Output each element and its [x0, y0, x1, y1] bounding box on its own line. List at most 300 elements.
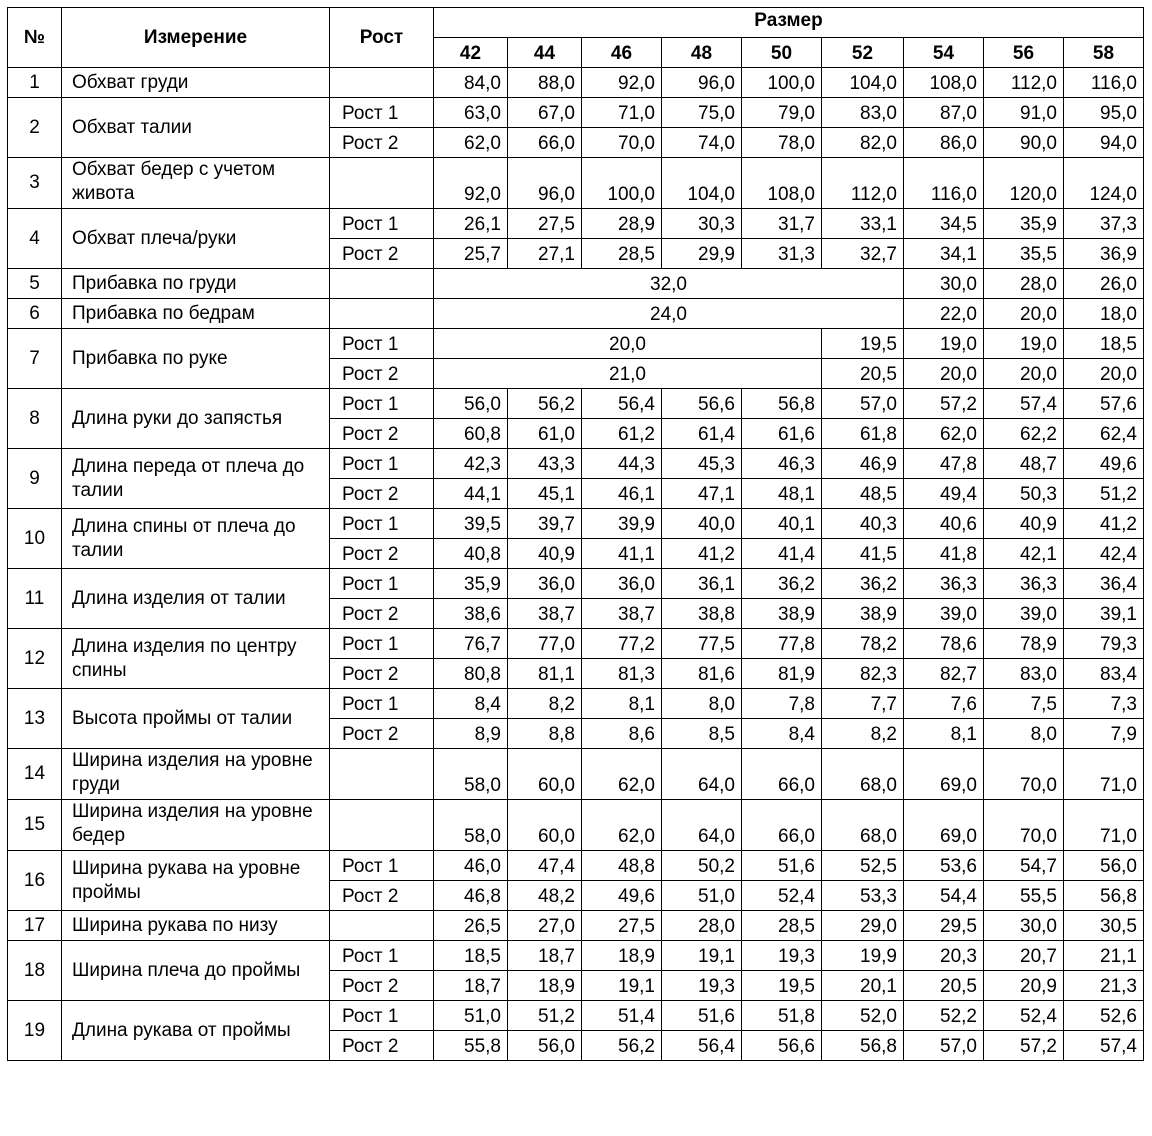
size-table	[7, 7, 1144, 1061]
size-chart	[7, 7, 1144, 1061]
value-cell: 18,9	[582, 941, 662, 971]
value-cell: 56,0	[1064, 851, 1144, 881]
value-cell: 40,0	[662, 509, 742, 539]
value-cell: 69,0	[904, 800, 984, 851]
value-cell: 27,5	[582, 911, 662, 941]
value-cell: 77,0	[508, 629, 582, 659]
value-cell: 30,3	[662, 209, 742, 239]
value-cell: 8,1	[582, 689, 662, 719]
value-cell: 56,6	[662, 389, 742, 419]
value-cell: 35,5	[984, 239, 1064, 269]
value-cell: 50,2	[662, 851, 742, 881]
height-label: Рост 2	[330, 599, 434, 629]
value-cell: 82,0	[822, 128, 904, 158]
value-cell: 18,0	[1064, 299, 1144, 329]
value-cell: 56,8	[1064, 881, 1144, 911]
row-number: 16	[8, 851, 62, 911]
value-cell: 28,0	[984, 269, 1064, 299]
value-cell: 28,0	[662, 911, 742, 941]
value-cell: 61,8	[822, 419, 904, 449]
value-cell: 66,0	[742, 749, 822, 800]
value-cell: 28,9	[582, 209, 662, 239]
value-cell: 29,9	[662, 239, 742, 269]
value-cell: 71,0	[582, 98, 662, 128]
value-cell: 48,2	[508, 881, 582, 911]
size-header-56: 56	[984, 38, 1064, 68]
height-label: Рост 1	[330, 209, 434, 239]
value-cell: 61,4	[662, 419, 742, 449]
value-cell: 36,0	[582, 569, 662, 599]
value-cell: 43,3	[508, 449, 582, 479]
value-cell: 78,6	[904, 629, 984, 659]
table-row	[8, 1001, 1144, 1031]
value-cell: 41,1	[582, 539, 662, 569]
value-cell: 27,5	[508, 209, 582, 239]
height-label: Рост 2	[330, 479, 434, 509]
value-cell: 56,4	[582, 389, 662, 419]
value-cell: 74,0	[662, 128, 742, 158]
value-cell: 41,8	[904, 539, 984, 569]
value-cell: 92,0	[582, 68, 662, 98]
value-cell: 75,0	[662, 98, 742, 128]
table-row	[8, 749, 1144, 800]
value-cell: 36,4	[1064, 569, 1144, 599]
height-label: Рост 2	[330, 419, 434, 449]
value-cell: 57,0	[904, 1031, 984, 1061]
value-cell: 49,6	[1064, 449, 1144, 479]
value-cell: 7,5	[984, 689, 1064, 719]
value-cell: 54,7	[984, 851, 1064, 881]
value-cell: 19,3	[742, 941, 822, 971]
value-cell: 64,0	[662, 800, 742, 851]
value-cell: 42,3	[434, 449, 508, 479]
table-row	[8, 299, 1144, 329]
value-cell: 40,1	[742, 509, 822, 539]
value-cell: 79,3	[1064, 629, 1144, 659]
value-cell: 7,7	[822, 689, 904, 719]
value-cell: 57,4	[1064, 1031, 1144, 1061]
value-cell: 19,0	[904, 329, 984, 359]
value-cell: 20,0	[984, 299, 1064, 329]
measurement-name: Прибавка по руке	[62, 329, 330, 389]
measurement-name: Ширина изделия на уровне груди	[62, 749, 330, 800]
value-cell: 92,0	[434, 158, 508, 209]
value-cell: 21,1	[1064, 941, 1144, 971]
value-cell: 38,7	[582, 599, 662, 629]
value-cell: 52,5	[822, 851, 904, 881]
height-label: Рост 2	[330, 971, 434, 1001]
size-header-50: 50	[742, 38, 822, 68]
value-cell: 83,0	[984, 659, 1064, 689]
value-cell: 38,7	[508, 599, 582, 629]
value-cell: 88,0	[508, 68, 582, 98]
value-cell: 8,0	[662, 689, 742, 719]
value-cell: 45,3	[662, 449, 742, 479]
value-cell: 19,5	[742, 971, 822, 1001]
row-number: 9	[8, 449, 62, 509]
value-cell: 20,1	[822, 971, 904, 1001]
value-cell: 80,8	[434, 659, 508, 689]
value-cell: 21,3	[1064, 971, 1144, 1001]
value-cell: 70,0	[582, 128, 662, 158]
value-cell: 60,8	[434, 419, 508, 449]
value-cell: 56,8	[822, 1031, 904, 1061]
size-header-58: 58	[1064, 38, 1144, 68]
height-label: Рост 1	[330, 1001, 434, 1031]
value-cell: 40,8	[434, 539, 508, 569]
value-cell: 38,9	[742, 599, 822, 629]
height-label: Рост 1	[330, 98, 434, 128]
value-cell: 56,0	[434, 389, 508, 419]
value-cell: 48,7	[984, 449, 1064, 479]
value-cell: 56,0	[508, 1031, 582, 1061]
value-cell: 77,5	[662, 629, 742, 659]
value-cell: 29,5	[904, 911, 984, 941]
value-cell: 70,0	[984, 749, 1064, 800]
row-number: 10	[8, 509, 62, 569]
value-cell: 30,0	[904, 269, 984, 299]
value-cell: 8,2	[508, 689, 582, 719]
value-cell: 53,6	[904, 851, 984, 881]
row-number: 18	[8, 941, 62, 1001]
value-cell: 39,5	[434, 509, 508, 539]
measurement-name: Ширина изделия на уровне бедер	[62, 800, 330, 851]
value-cell: 52,2	[904, 1001, 984, 1031]
value-cell: 46,0	[434, 851, 508, 881]
row-number: 13	[8, 689, 62, 749]
size-header-52: 52	[822, 38, 904, 68]
value-cell: 51,0	[662, 881, 742, 911]
value-cell: 79,0	[742, 98, 822, 128]
height-label: Рост 1	[330, 509, 434, 539]
table-row	[8, 158, 1144, 209]
value-cell: 81,3	[582, 659, 662, 689]
value-cell: 83,4	[1064, 659, 1144, 689]
table-row	[8, 98, 1144, 128]
table-row	[8, 911, 1144, 941]
value-cell: 78,9	[984, 629, 1064, 659]
size-header-48: 48	[662, 38, 742, 68]
value-cell: 57,2	[904, 389, 984, 419]
value-cell: 68,0	[822, 749, 904, 800]
value-cell: 39,7	[508, 509, 582, 539]
value-cell: 8,4	[742, 719, 822, 749]
height-label: Рост 2	[330, 881, 434, 911]
merged-value-cell: 21,0	[434, 359, 822, 389]
value-cell: 31,3	[742, 239, 822, 269]
value-cell: 120,0	[984, 158, 1064, 209]
height-label: Рост 2	[330, 1031, 434, 1061]
table-row	[8, 269, 1144, 299]
value-cell: 57,4	[984, 389, 1064, 419]
value-cell: 7,9	[1064, 719, 1144, 749]
height-label: Рост 1	[330, 941, 434, 971]
col-header-measure: Измерение	[62, 8, 330, 68]
value-cell: 62,2	[984, 419, 1064, 449]
value-cell: 54,4	[904, 881, 984, 911]
row-number: 14	[8, 749, 62, 800]
value-cell: 104,0	[662, 158, 742, 209]
value-cell: 26,5	[434, 911, 508, 941]
row-number: 15	[8, 800, 62, 851]
value-cell: 47,4	[508, 851, 582, 881]
measurement-name: Обхват груди	[62, 68, 330, 98]
table-row	[8, 329, 1144, 359]
value-cell: 42,4	[1064, 539, 1144, 569]
measurement-name: Длина переда от плеча до талии	[62, 449, 330, 509]
table-row	[8, 689, 1144, 719]
row-number: 4	[8, 209, 62, 269]
table-row	[8, 629, 1144, 659]
value-cell: 19,1	[662, 941, 742, 971]
value-cell: 96,0	[662, 68, 742, 98]
value-cell: 67,0	[508, 98, 582, 128]
value-cell: 41,2	[662, 539, 742, 569]
value-cell: 70,0	[984, 800, 1064, 851]
value-cell: 38,6	[434, 599, 508, 629]
measurement-name: Длина рукава от проймы	[62, 1001, 330, 1061]
value-cell: 116,0	[1064, 68, 1144, 98]
row-number: 8	[8, 389, 62, 449]
measurement-name: Прибавка по груди	[62, 269, 330, 299]
value-cell: 36,0	[508, 569, 582, 599]
row-number: 11	[8, 569, 62, 629]
table-row	[8, 851, 1144, 881]
value-cell: 42,1	[984, 539, 1064, 569]
row-number: 19	[8, 1001, 62, 1061]
value-cell: 36,9	[1064, 239, 1144, 269]
value-cell: 62,0	[904, 419, 984, 449]
height-label: Рост 1	[330, 629, 434, 659]
value-cell: 25,7	[434, 239, 508, 269]
value-cell: 26,0	[1064, 269, 1144, 299]
value-cell: 20,5	[822, 359, 904, 389]
value-cell: 35,9	[984, 209, 1064, 239]
value-cell: 104,0	[822, 68, 904, 98]
table-row	[8, 389, 1144, 419]
value-cell: 48,1	[742, 479, 822, 509]
value-cell: 56,6	[742, 1031, 822, 1061]
value-cell: 47,1	[662, 479, 742, 509]
size-header-42: 42	[434, 38, 508, 68]
measurement-name: Длина изделия по центру спины	[62, 629, 330, 689]
value-cell: 20,9	[984, 971, 1064, 1001]
value-cell: 41,2	[1064, 509, 1144, 539]
value-cell: 53,3	[822, 881, 904, 911]
value-cell: 57,0	[822, 389, 904, 419]
value-cell: 68,0	[822, 800, 904, 851]
value-cell: 52,0	[822, 1001, 904, 1031]
merged-value-cell: 24,0	[434, 299, 904, 329]
value-cell: 20,7	[984, 941, 1064, 971]
value-cell: 58,0	[434, 800, 508, 851]
value-cell: 51,6	[742, 851, 822, 881]
value-cell: 34,1	[904, 239, 984, 269]
value-cell: 57,2	[984, 1031, 1064, 1061]
value-cell: 62,4	[1064, 419, 1144, 449]
value-cell: 7,8	[742, 689, 822, 719]
value-cell: 82,7	[904, 659, 984, 689]
value-cell: 81,1	[508, 659, 582, 689]
value-cell: 36,2	[742, 569, 822, 599]
value-cell: 36,2	[822, 569, 904, 599]
value-cell: 60,0	[508, 800, 582, 851]
value-cell: 78,2	[822, 629, 904, 659]
value-cell: 18,5	[1064, 329, 1144, 359]
value-cell: 19,1	[582, 971, 662, 1001]
value-cell: 30,0	[984, 911, 1064, 941]
height-label: Рост 1	[330, 329, 434, 359]
value-cell: 64,0	[662, 749, 742, 800]
value-cell: 46,8	[434, 881, 508, 911]
table-row	[8, 509, 1144, 539]
height-label: Рост 2	[330, 719, 434, 749]
value-cell: 38,9	[822, 599, 904, 629]
value-cell: 40,6	[904, 509, 984, 539]
value-cell: 19,9	[822, 941, 904, 971]
col-header-size: Размер	[434, 8, 1144, 38]
value-cell: 31,7	[742, 209, 822, 239]
value-cell: 18,9	[508, 971, 582, 1001]
measurement-name: Ширина плеча до проймы	[62, 941, 330, 1001]
value-cell: 61,6	[742, 419, 822, 449]
value-cell: 77,2	[582, 629, 662, 659]
table-row	[8, 209, 1144, 239]
measurement-name: Обхват плеча/руки	[62, 209, 330, 269]
value-cell: 52,4	[742, 881, 822, 911]
value-cell: 66,0	[508, 128, 582, 158]
measurement-name: Длина спины от плеча до талии	[62, 509, 330, 569]
height-label: Рост 2	[330, 359, 434, 389]
value-cell: 20,5	[904, 971, 984, 1001]
value-cell: 69,0	[904, 749, 984, 800]
row-number: 3	[8, 158, 62, 209]
value-cell: 36,3	[984, 569, 1064, 599]
row-number: 7	[8, 329, 62, 389]
value-cell: 32,7	[822, 239, 904, 269]
measurement-name: Обхват бедер с учетом живота	[62, 158, 330, 209]
measurement-name: Прибавка по бедрам	[62, 299, 330, 329]
value-cell: 27,1	[508, 239, 582, 269]
measurement-name: Ширина рукава по низу	[62, 911, 330, 941]
height-label	[330, 68, 434, 98]
col-header-num: №	[8, 8, 62, 68]
measurement-name: Длина руки до запястья	[62, 389, 330, 449]
value-cell: 48,5	[822, 479, 904, 509]
height-label: Рост 2	[330, 539, 434, 569]
value-cell: 20,3	[904, 941, 984, 971]
value-cell: 18,7	[508, 941, 582, 971]
value-cell: 76,7	[434, 629, 508, 659]
value-cell: 7,6	[904, 689, 984, 719]
value-cell: 49,4	[904, 479, 984, 509]
value-cell: 81,9	[742, 659, 822, 689]
value-cell: 20,0	[984, 359, 1064, 389]
value-cell: 29,0	[822, 911, 904, 941]
value-cell: 52,4	[984, 1001, 1064, 1031]
value-cell: 71,0	[1064, 800, 1144, 851]
value-cell: 112,0	[984, 68, 1064, 98]
value-cell: 40,3	[822, 509, 904, 539]
value-cell: 112,0	[822, 158, 904, 209]
value-cell: 51,0	[434, 1001, 508, 1031]
value-cell: 8,2	[822, 719, 904, 749]
value-cell: 8,8	[508, 719, 582, 749]
value-cell: 63,0	[434, 98, 508, 128]
value-cell: 40,9	[508, 539, 582, 569]
value-cell: 56,4	[662, 1031, 742, 1061]
height-label: Рост 2	[330, 239, 434, 269]
height-label: Рост 1	[330, 389, 434, 419]
value-cell: 19,3	[662, 971, 742, 1001]
value-cell: 8,5	[662, 719, 742, 749]
value-cell: 18,5	[434, 941, 508, 971]
value-cell: 116,0	[904, 158, 984, 209]
height-label	[330, 299, 434, 329]
height-label	[330, 911, 434, 941]
value-cell: 66,0	[742, 800, 822, 851]
value-cell: 8,1	[904, 719, 984, 749]
value-cell: 26,1	[434, 209, 508, 239]
value-cell: 44,3	[582, 449, 662, 479]
row-number: 12	[8, 629, 62, 689]
height-label: Рост 2	[330, 128, 434, 158]
value-cell: 96,0	[508, 158, 582, 209]
value-cell: 33,1	[822, 209, 904, 239]
value-cell: 46,3	[742, 449, 822, 479]
value-cell: 18,7	[434, 971, 508, 1001]
value-cell: 46,1	[582, 479, 662, 509]
value-cell: 84,0	[434, 68, 508, 98]
value-cell: 51,2	[1064, 479, 1144, 509]
height-label: Рост 2	[330, 659, 434, 689]
value-cell: 91,0	[984, 98, 1064, 128]
value-cell: 48,8	[582, 851, 662, 881]
value-cell: 61,0	[508, 419, 582, 449]
value-cell: 55,8	[434, 1031, 508, 1061]
row-number: 6	[8, 299, 62, 329]
value-cell: 20,0	[904, 359, 984, 389]
value-cell: 28,5	[742, 911, 822, 941]
value-cell: 39,9	[582, 509, 662, 539]
merged-value-cell: 32,0	[434, 269, 904, 299]
value-cell: 50,3	[984, 479, 1064, 509]
value-cell: 87,0	[904, 98, 984, 128]
row-number: 1	[8, 68, 62, 98]
value-cell: 81,6	[662, 659, 742, 689]
row-number: 2	[8, 98, 62, 158]
height-label: Рост 1	[330, 569, 434, 599]
size-header-54: 54	[904, 38, 984, 68]
value-cell: 51,4	[582, 1001, 662, 1031]
value-cell: 95,0	[1064, 98, 1144, 128]
value-cell: 37,3	[1064, 209, 1144, 239]
value-cell: 52,6	[1064, 1001, 1144, 1031]
value-cell: 45,1	[508, 479, 582, 509]
measurement-name: Высота проймы от талии	[62, 689, 330, 749]
value-cell: 62,0	[582, 800, 662, 851]
value-cell: 19,0	[984, 329, 1064, 359]
value-cell: 39,0	[904, 599, 984, 629]
value-cell: 7,3	[1064, 689, 1144, 719]
value-cell: 82,3	[822, 659, 904, 689]
value-cell: 100,0	[742, 68, 822, 98]
height-label: Рост 1	[330, 851, 434, 881]
value-cell: 40,9	[984, 509, 1064, 539]
row-number: 5	[8, 269, 62, 299]
value-cell: 19,5	[822, 329, 904, 359]
value-cell: 28,5	[582, 239, 662, 269]
